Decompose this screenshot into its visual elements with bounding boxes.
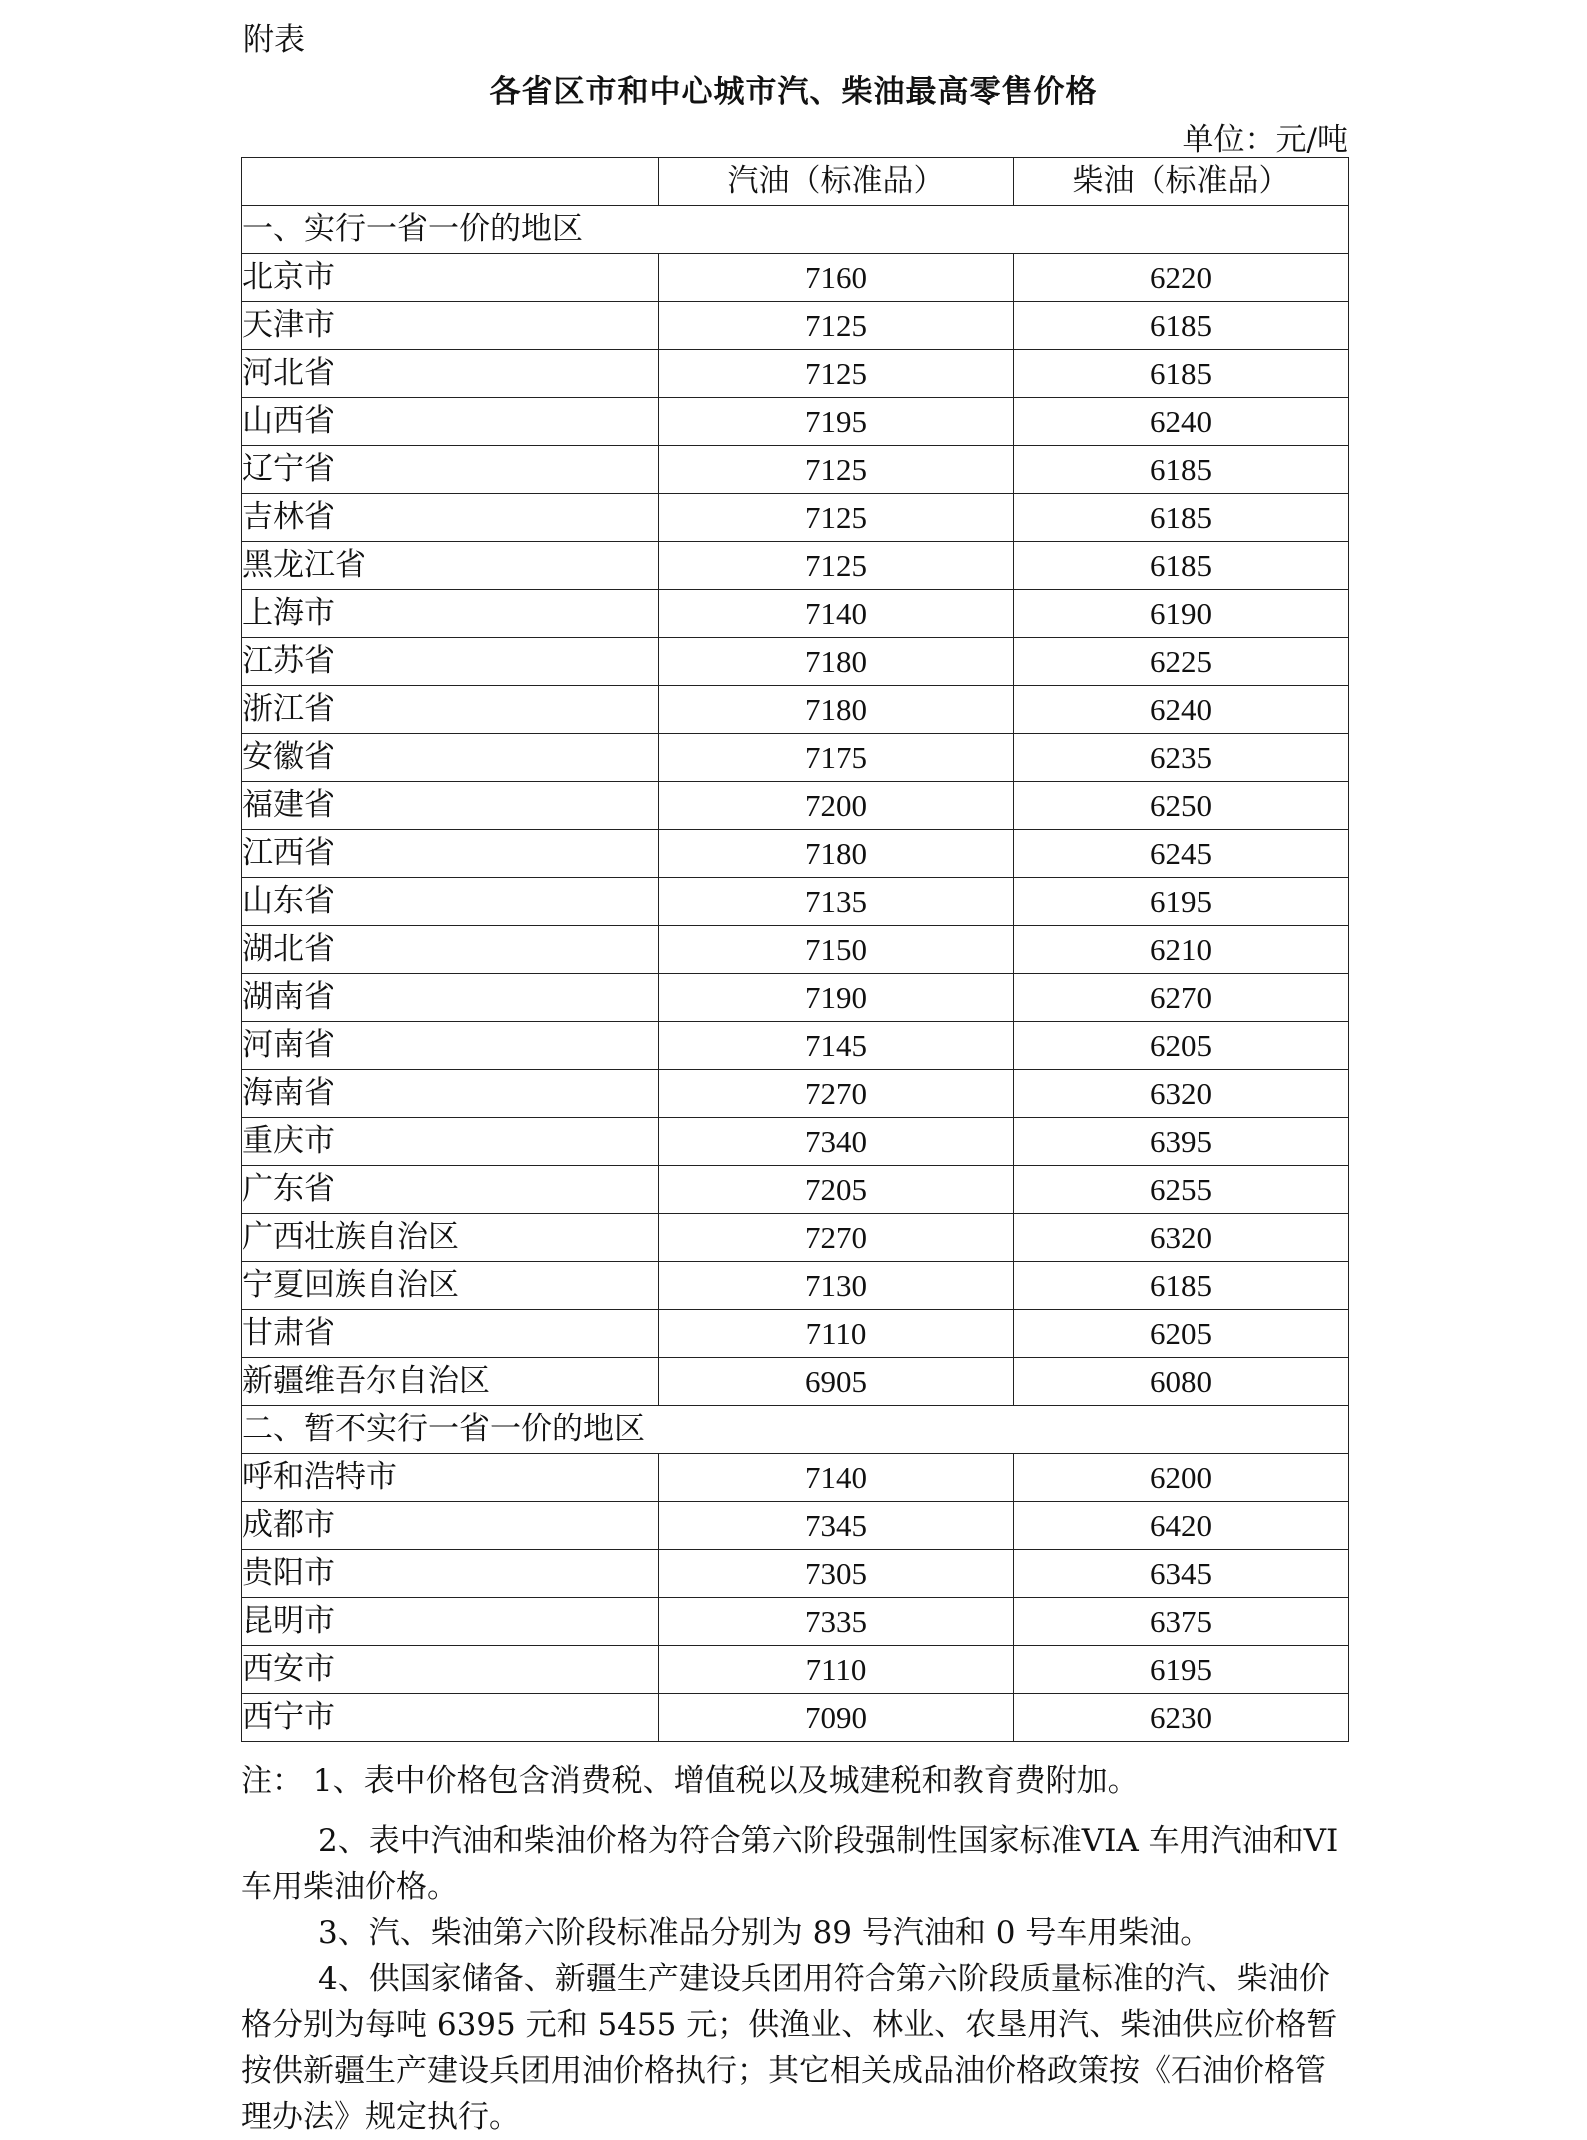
table-row: [242, 1310, 1349, 1358]
region-name-cell: 西安市: [242, 1646, 659, 1694]
section-heading: 二、暂不实行一省一价的地区: [242, 1406, 1349, 1454]
diesel-price-cell: 6395: [1014, 1118, 1349, 1166]
table-header-row: [242, 158, 1349, 206]
header-region: [242, 158, 659, 206]
table-row: [242, 1262, 1349, 1310]
table-row: [242, 590, 1349, 638]
gasoline-price-cell: 7145: [659, 1022, 1014, 1070]
region-name-cell: 北京市: [242, 254, 659, 302]
diesel-price-cell: 6250: [1014, 782, 1349, 830]
gasoline-price-cell: 7125: [659, 302, 1014, 350]
section-heading-row: [242, 206, 1349, 254]
region-name-cell: 宁夏回族自治区: [242, 1262, 659, 1310]
diesel-price-cell: 6185: [1014, 494, 1349, 542]
region-name-cell: 辽宁省: [242, 446, 659, 494]
region-name-cell: 海南省: [242, 1070, 659, 1118]
region-name-cell: 江苏省: [242, 638, 659, 686]
diesel-price-cell: 6195: [1014, 878, 1349, 926]
diesel-price-cell: 6185: [1014, 302, 1349, 350]
diesel-price-cell: 6230: [1014, 1694, 1349, 1742]
gasoline-price-cell: 7335: [659, 1598, 1014, 1646]
gasoline-price-cell: 7125: [659, 542, 1014, 590]
gasoline-price-cell: 7110: [659, 1646, 1014, 1694]
gasoline-price-cell: 7090: [659, 1694, 1014, 1742]
diesel-price-cell: 6205: [1014, 1022, 1349, 1070]
diesel-price-cell: 6210: [1014, 926, 1349, 974]
table-row: [242, 1214, 1349, 1262]
region-name-cell: 安徽省: [242, 734, 659, 782]
gasoline-price-cell: 7140: [659, 590, 1014, 638]
appendix-label: 附表: [243, 22, 305, 58]
region-name-cell: 西宁市: [242, 1694, 659, 1742]
region-name-cell: 呼和浩特市: [242, 1454, 659, 1502]
diesel-price-cell: 6240: [1014, 398, 1349, 446]
gasoline-price-cell: 7270: [659, 1214, 1014, 1262]
gasoline-price-cell: 7110: [659, 1310, 1014, 1358]
gasoline-price-cell: 7125: [659, 446, 1014, 494]
table-row: [242, 782, 1349, 830]
table-row: [242, 1502, 1349, 1550]
region-name-cell: 浙江省: [242, 686, 659, 734]
diesel-price-cell: 6320: [1014, 1214, 1349, 1262]
note-2: 2、表中汽油和柴油价格为符合第六阶段强制性国家标准VIA 车用汽油和VI车用柴油价格。: [241, 1823, 1339, 1905]
diesel-price-cell: 6320: [1014, 1070, 1349, 1118]
header-diesel: 柴油（标准品）: [1014, 158, 1349, 206]
gasoline-price-cell: 6905: [659, 1358, 1014, 1406]
section-heading: 一、实行一省一价的地区: [242, 206, 1349, 254]
diesel-price-cell: 6235: [1014, 734, 1349, 782]
region-name-cell: 河北省: [242, 350, 659, 398]
diesel-price-cell: 6080: [1014, 1358, 1349, 1406]
diesel-price-cell: 6270: [1014, 974, 1349, 1022]
table-row: [242, 350, 1349, 398]
gasoline-price-cell: 7270: [659, 1070, 1014, 1118]
table-row: [242, 302, 1349, 350]
gasoline-price-cell: 7180: [659, 830, 1014, 878]
table-body: [242, 206, 1349, 1742]
diesel-price-cell: 6195: [1014, 1646, 1349, 1694]
gasoline-price-cell: 7305: [659, 1550, 1014, 1598]
table-row: [242, 830, 1349, 878]
diesel-price-cell: 6185: [1014, 1262, 1349, 1310]
diesel-price-cell: 6185: [1014, 542, 1349, 590]
table-row: [242, 878, 1349, 926]
table-row: [242, 254, 1349, 302]
diesel-price-cell: 6225: [1014, 638, 1349, 686]
diesel-price-cell: 6345: [1014, 1550, 1349, 1598]
table-row: [242, 446, 1349, 494]
diesel-price-cell: 6185: [1014, 446, 1349, 494]
region-name-cell: 福建省: [242, 782, 659, 830]
gasoline-price-cell: 7190: [659, 974, 1014, 1022]
section-heading-row: [242, 1406, 1349, 1454]
table-row: [242, 1694, 1349, 1742]
table-row: [242, 686, 1349, 734]
region-name-cell: 广东省: [242, 1166, 659, 1214]
gasoline-price-cell: 7340: [659, 1118, 1014, 1166]
gasoline-price-cell: 7180: [659, 638, 1014, 686]
gasoline-price-cell: 7175: [659, 734, 1014, 782]
diesel-price-cell: 6375: [1014, 1598, 1349, 1646]
diesel-price-cell: 6240: [1014, 686, 1349, 734]
region-name-cell: 河南省: [242, 1022, 659, 1070]
region-name-cell: 上海市: [242, 590, 659, 638]
table-row: [242, 1550, 1349, 1598]
page-title: 各省区市和中心城市汽、柴油最高零售价格: [489, 74, 1098, 110]
table-row: [242, 542, 1349, 590]
table-row: [242, 494, 1349, 542]
region-name-cell: 江西省: [242, 830, 659, 878]
price-table: [241, 157, 1349, 1742]
region-name-cell: 成都市: [242, 1502, 659, 1550]
table-row: [242, 1070, 1349, 1118]
notes: [241, 1758, 1349, 2140]
diesel-price-cell: 6245: [1014, 830, 1349, 878]
region-name-cell: 吉林省: [242, 494, 659, 542]
gasoline-price-cell: 7135: [659, 878, 1014, 926]
table-row: [242, 1118, 1349, 1166]
unit-label: 单位：元/吨: [1182, 122, 1348, 158]
table-row: [242, 1454, 1349, 1502]
diesel-price-cell: 6420: [1014, 1502, 1349, 1550]
table-row: [242, 974, 1349, 1022]
region-name-cell: 新疆维吾尔自治区: [242, 1358, 659, 1406]
region-name-cell: 重庆市: [242, 1118, 659, 1166]
header-gasoline: 汽油（标准品）: [659, 158, 1014, 206]
diesel-price-cell: 6220: [1014, 254, 1349, 302]
gasoline-price-cell: 7125: [659, 350, 1014, 398]
note-4: 4、供国家储备、新疆生产建设兵团用符合第六阶段质量标准的汽、柴油价格分别为每吨 6395 元和 5455 元；供渔业、林业、农垦用汽、柴油供应价格暂按供新疆生产建设兵团用油价格执行；其它相关成品油价格政策按《石油价格管理办法》规定执行。: [241, 1961, 1338, 2135]
table-row: [242, 734, 1349, 782]
table-row: [242, 638, 1349, 686]
region-name-cell: 甘肃省: [242, 1310, 659, 1358]
table-row: [242, 398, 1349, 446]
note-3: 3、汽、柴油第六阶段标准品分别为 89 号汽油和 0 号车用柴油。: [318, 1915, 1212, 1951]
table-row: [242, 1166, 1349, 1214]
gasoline-price-cell: 7180: [659, 686, 1014, 734]
gasoline-price-cell: 7200: [659, 782, 1014, 830]
diesel-price-cell: 6255: [1014, 1166, 1349, 1214]
table-row: [242, 1022, 1349, 1070]
gasoline-price-cell: 7140: [659, 1454, 1014, 1502]
gasoline-price-cell: 7125: [659, 494, 1014, 542]
region-name-cell: 湖南省: [242, 974, 659, 1022]
table-row: [242, 1646, 1349, 1694]
region-name-cell: 贵阳市: [242, 1550, 659, 1598]
table-row: [242, 1598, 1349, 1646]
region-name-cell: 广西壮族自治区: [242, 1214, 659, 1262]
note-1: 注： 1、表中价格包含消费税、增值税以及城建税和教育费附加。: [241, 1763, 1139, 1799]
region-name-cell: 黑龙江省: [242, 542, 659, 590]
gasoline-price-cell: 7160: [659, 254, 1014, 302]
table-row: [242, 926, 1349, 974]
region-name-cell: 天津市: [242, 302, 659, 350]
region-name-cell: 山东省: [242, 878, 659, 926]
diesel-price-cell: 6185: [1014, 350, 1349, 398]
gasoline-price-cell: 7345: [659, 1502, 1014, 1550]
diesel-price-cell: 6190: [1014, 590, 1349, 638]
gasoline-price-cell: 7130: [659, 1262, 1014, 1310]
region-name-cell: 湖北省: [242, 926, 659, 974]
gasoline-price-cell: 7195: [659, 398, 1014, 446]
table-row: [242, 1358, 1349, 1406]
gasoline-price-cell: 7205: [659, 1166, 1014, 1214]
region-name-cell: 山西省: [242, 398, 659, 446]
region-name-cell: 昆明市: [242, 1598, 659, 1646]
gasoline-price-cell: 7150: [659, 926, 1014, 974]
diesel-price-cell: 6205: [1014, 1310, 1349, 1358]
diesel-price-cell: 6200: [1014, 1454, 1349, 1502]
